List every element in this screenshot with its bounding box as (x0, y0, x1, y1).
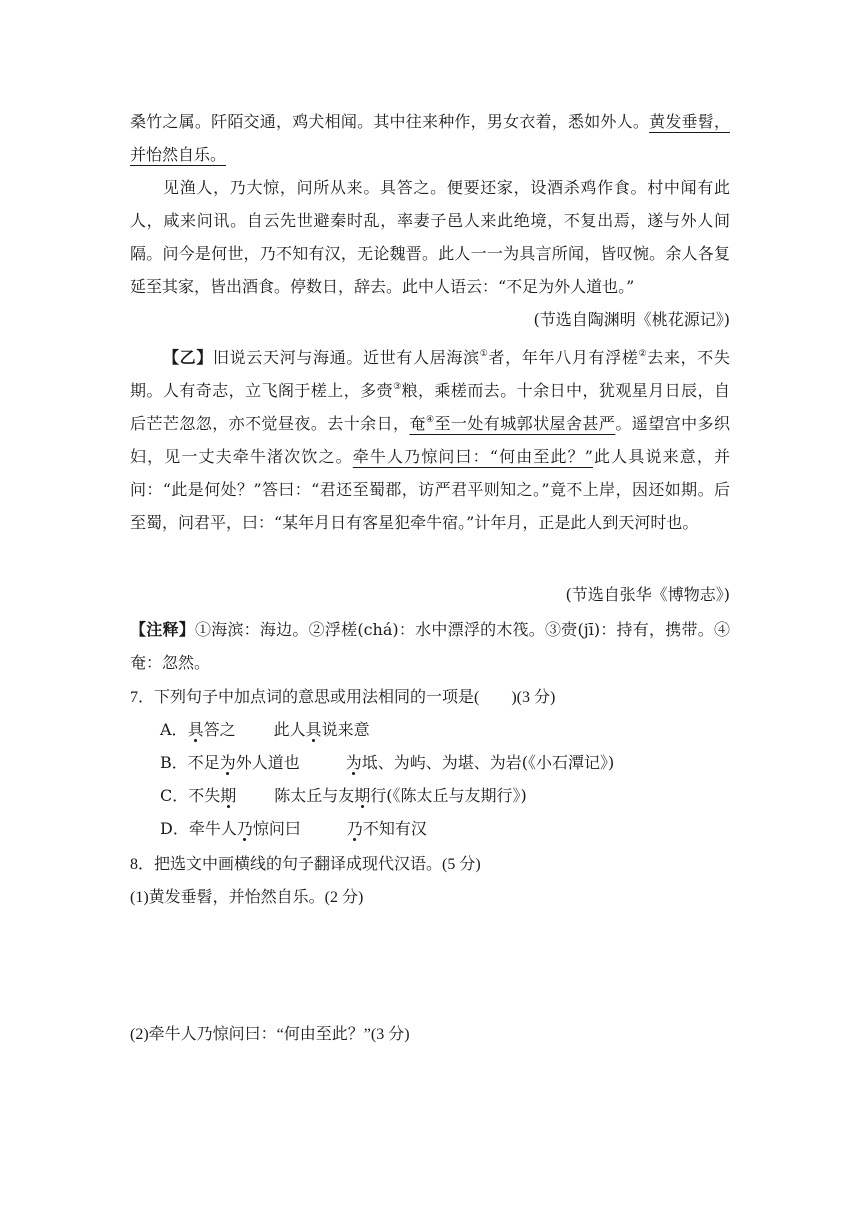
option-text: 行(《陈太丘与友期行》) (370, 786, 527, 805)
option-letter: A． (160, 720, 188, 739)
option-text: 惊问曰 (252, 819, 301, 838)
option-text: 不知有汉 (362, 819, 427, 838)
passage-text: 粮，乘槎而去。十余日中，犹观星月日辰，自后芒芒忽忽，亦不觉昼夜。去十余日， (130, 381, 730, 433)
option-letter: D． (160, 819, 189, 838)
footnote-marker: ④ (425, 415, 435, 425)
option-text: 陈太丘与友 (274, 786, 355, 805)
question-8-sub-1: (1)黄发垂髫，并怡然自乐。(2 分) (130, 889, 364, 906)
dotted-word: 为 (219, 753, 236, 772)
option-text: 坻、为屿、为堪、为岩(《小石潭记》) (361, 753, 615, 772)
option-text: 不足 (187, 753, 220, 772)
passage-text: 。遥望宫中多织妇，见一丈夫牵牛渚次饮之。 (130, 414, 730, 466)
passage-text: 至一处有城郭状屋舍甚严 (434, 414, 616, 433)
underlined-sentence-2: 牵牛人乃惊问曰：“何由至此？” (352, 447, 593, 466)
dotted-word: 具 (305, 720, 322, 739)
answer-space-2[interactable] (130, 1055, 730, 1175)
dotted-word: 乃 (236, 819, 253, 838)
question-7-option-c[interactable] (160, 779, 527, 812)
passage-text: 旧说云天河与海通。近世有人居海滨 (213, 348, 480, 367)
passage-b-paragraph (130, 341, 730, 539)
question-7-title: 7．下列句子中加点词的意思或用法相同的一项是( )(3 分) (130, 689, 556, 706)
notes-label: 【注释】 (130, 620, 195, 639)
passage-b-source: (节选自张华《博物志》) (565, 585, 730, 604)
answer-space-1[interactable] (130, 918, 730, 1018)
option-text: 外人道也 (235, 753, 300, 772)
dotted-word: 乃 (346, 819, 363, 838)
passage-text: 此人具说来意，并问：“此是何处？”答曰：“君还至蜀郡，访严君平则知之。”竟不上岸，因还如期。后至蜀，问君平，曰：“某年月日有客星犯牵牛宿。”计年月，正是此人到天河时也。 (130, 447, 730, 532)
passage-text: 去来，不失期。人有奇志，立飞阁于槎上，多赍 (130, 348, 730, 400)
option-text: 说来意 (321, 720, 370, 739)
question-8-sub-2: (2)牵牛人乃惊问曰：“何由至此？”(3 分) (130, 1026, 410, 1043)
underlined-sentence-1: 黄发垂髫，并怡然自乐。 (130, 112, 730, 164)
notes-text: ①海滨：海边。②浮槎(chá)：水中漂浮的木筏。③赍(jī)：持有，携带。④奄：忽然。 (130, 620, 730, 672)
passage-text: 桑竹之属。阡陌交通，鸡犬相闻。其中往来种作，男女衣着，悉如外人。 (130, 112, 650, 131)
passage-b-tag: 【乙】 (163, 348, 214, 367)
option-text: 答之 (203, 720, 236, 739)
question-8-title: 8．把选文中画横线的句子翻译成现代汉语。(5 分) (130, 856, 481, 873)
footnote-marker: ② (638, 349, 648, 359)
notes (130, 613, 730, 679)
option-text: 牵牛人 (188, 819, 237, 838)
passage-a-source: (节选自陶渊明《桃花源记》) (533, 310, 730, 329)
option-letter: C． (160, 786, 189, 805)
underlined-phrase-1 (410, 414, 616, 433)
footnote-marker: ① (479, 349, 489, 359)
option-text: 此人 (273, 720, 306, 739)
passage-text: 奄 (409, 414, 426, 433)
footnote-marker: ③ (393, 382, 402, 392)
question-7-option-a[interactable] (160, 713, 370, 746)
passage-a-paragraph-1 (130, 105, 730, 171)
dotted-word: 期 (220, 786, 237, 805)
passage-a-paragraph-2: 见渔人，乃大惊，问所从来。具答之。便要还家，设酒杀鸡作食。村中闻有此人，咸来问讯。自云先世避秦时乱，率妻子邑人来此绝境，不复出焉，遂与外人间隔。问今是何世，乃不知有汉，无论魏晋。此人一一为具言所闻，皆叹惋。余人各复延至其家，皆出酒食。停数日，辞去。此中人语云：“不足为外人道也。” (130, 178, 730, 296)
option-text: 不失 (188, 786, 221, 805)
question-7-option-b[interactable] (160, 746, 614, 779)
question-7-option-d[interactable] (160, 812, 427, 845)
dotted-word: 期 (354, 786, 371, 805)
dotted-word: 具 (187, 720, 204, 739)
dotted-word: 为 (345, 753, 362, 772)
option-letter: B． (160, 753, 188, 772)
passage-text: 者，年年八月有浮槎 (488, 348, 639, 367)
